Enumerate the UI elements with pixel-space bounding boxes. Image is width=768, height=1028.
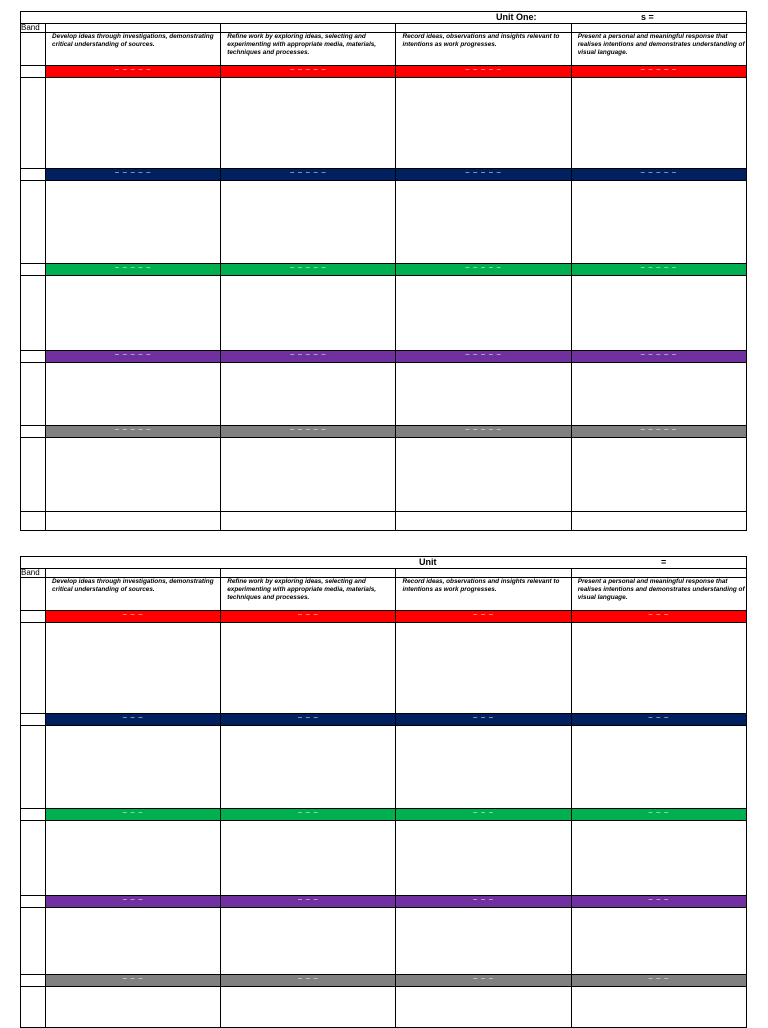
criterion-cell — [221, 33, 396, 66]
assessment-entry-cell[interactable] — [221, 78, 396, 169]
band-strip: – – – — [571, 975, 746, 987]
assessment-entry-cell[interactable] — [46, 726, 221, 809]
band-strip: – – – — [46, 975, 221, 987]
band-strip: – – – — [571, 611, 746, 623]
band-column-cell — [21, 726, 46, 809]
rubric-table-1 — [20, 11, 747, 531]
assessment-entry-cell[interactable] — [396, 276, 571, 351]
assessment-entry-cell[interactable] — [46, 181, 221, 264]
band-column-cell — [21, 908, 46, 975]
assessment-entry-cell[interactable] — [221, 908, 396, 975]
band-strip: – – – – – — [46, 264, 221, 276]
assessment-entry-cell[interactable] — [221, 438, 396, 512]
band-strip: – – – — [221, 896, 396, 908]
rubric-table-2 — [20, 556, 747, 1028]
band-strip: – – – — [571, 714, 746, 726]
band-strip: – – – – – — [396, 426, 571, 438]
assessment-entry-cell[interactable] — [571, 987, 746, 1028]
criterion-text: Develop ideas through investigations, demonstrating critical understanding of sources. — [52, 578, 214, 593]
band-strip: – – – – – — [221, 351, 396, 363]
assessment-entry-cell[interactable] — [46, 363, 221, 426]
assessment-entry-cell[interactable] — [46, 78, 221, 169]
band-strip: – – – – – — [396, 351, 571, 363]
band-cell — [21, 169, 46, 181]
band-column-cell — [21, 438, 46, 512]
band-column-cell — [21, 78, 46, 169]
band-header-cell — [46, 569, 221, 578]
band-strip: – – – — [46, 611, 221, 623]
band-strip: – – – – – — [571, 426, 746, 438]
band-cell — [21, 714, 46, 726]
assessment-entry-cell[interactable] — [46, 623, 221, 714]
footer-cell[interactable] — [46, 512, 221, 531]
unit-title: Unit — [419, 557, 437, 567]
criterion-cell — [396, 578, 571, 611]
band-strip: – – – – – — [571, 264, 746, 276]
assessment-entry-cell[interactable] — [46, 438, 221, 512]
band-strip: – – – — [221, 809, 396, 821]
unit-score: = — [661, 557, 667, 567]
band-strip: – – – — [571, 809, 746, 821]
band-strip: – – – – – — [571, 351, 746, 363]
criterion-text: Refine work by exploring ideas, selecting and experimenting with appropriate media, materials, techniques and processes. — [227, 33, 377, 56]
band-header-cell — [396, 24, 571, 33]
band-strip: – – – — [396, 809, 571, 821]
assessment-entry-cell[interactable] — [221, 363, 396, 426]
band-strip: – – – — [46, 714, 221, 726]
band-strip: – – – — [221, 714, 396, 726]
assessment-entry-cell[interactable] — [221, 181, 396, 264]
band-column-cell — [21, 987, 46, 1028]
criterion-text: Refine work by exploring ideas, selecting and experimenting with appropriate media, materials, techniques and processes. — [227, 578, 377, 601]
footer-cell — [21, 512, 46, 531]
assessment-entry-cell[interactable] — [396, 908, 571, 975]
band-cell — [21, 896, 46, 908]
footer-cell[interactable] — [396, 512, 571, 531]
assessment-entry-cell[interactable] — [396, 726, 571, 809]
criterion-text: Record ideas, observations and insights relevant to intentions as work progresses. — [402, 33, 560, 48]
assessment-entry-cell[interactable] — [46, 908, 221, 975]
band-strip: – – – – – — [46, 351, 221, 363]
assessment-entry-cell[interactable] — [221, 726, 396, 809]
assessment-entry-cell[interactable] — [571, 821, 746, 896]
band-strip: – – – — [221, 611, 396, 623]
assessment-entry-cell[interactable] — [46, 276, 221, 351]
band-strip: – – – – – — [396, 264, 571, 276]
band-cell — [21, 611, 46, 623]
unit-title-bar — [21, 12, 747, 24]
footer-cell[interactable] — [571, 512, 746, 531]
band-strip: – – – – – — [396, 169, 571, 181]
assessment-entry-cell[interactable] — [571, 363, 746, 426]
band-strip: – – – – – — [396, 66, 571, 78]
band-column-cell — [21, 276, 46, 351]
band-cell — [21, 264, 46, 276]
band-strip: – – – – – — [221, 264, 396, 276]
criterion-cell — [46, 578, 221, 611]
band-strip: – – – – – — [46, 169, 221, 181]
criteria-band-cell — [21, 578, 46, 611]
assessment-entry-cell[interactable] — [396, 821, 571, 896]
criterion-text: Record ideas, observations and insights relevant to intentions as work progresses. — [402, 578, 560, 593]
criterion-text: Present a personal and meaningful response that realises intentions and demonstrates understanding of visual language. — [577, 578, 745, 601]
band-column-cell — [21, 181, 46, 264]
assessment-entry-cell[interactable] — [46, 821, 221, 896]
band-header-cell — [571, 24, 746, 33]
assessment-entry-cell[interactable] — [571, 438, 746, 512]
criterion-cell — [571, 33, 746, 66]
assessment-entry-cell[interactable] — [46, 987, 221, 1028]
band-strip: – – – — [46, 809, 221, 821]
assessment-entry-cell[interactable] — [571, 276, 746, 351]
criterion-text: Present a personal and meaningful response that realises intentions and demonstrates understanding of visual language. — [577, 33, 745, 56]
band-column-cell — [21, 821, 46, 896]
band-header-cell — [221, 24, 396, 33]
band-header-cell — [396, 569, 571, 578]
criteria-band-cell — [21, 33, 46, 66]
assessment-entry-cell[interactable] — [396, 78, 571, 169]
band-strip: – – – — [396, 714, 571, 726]
band-label: Band — [21, 24, 46, 33]
band-column-cell — [21, 363, 46, 426]
assessment-entry-cell[interactable] — [221, 276, 396, 351]
assessment-entry-cell[interactable] — [571, 908, 746, 975]
assessment-entry-cell[interactable] — [221, 821, 396, 896]
assessment-entry-cell[interactable] — [396, 987, 571, 1028]
assessment-entry-cell[interactable] — [571, 181, 746, 264]
band-strip: – – – — [221, 975, 396, 987]
band-header-cell — [221, 569, 396, 578]
assessment-entry-cell[interactable] — [221, 987, 396, 1028]
criterion-cell — [396, 33, 571, 66]
band-strip: – – – – – — [221, 66, 396, 78]
assessment-entry-cell[interactable] — [571, 726, 746, 809]
band-column-cell — [21, 623, 46, 714]
criterion-cell — [221, 578, 396, 611]
assessment-entry-cell[interactable] — [396, 181, 571, 264]
band-strip: – – – — [396, 896, 571, 908]
unit-title: Unit One: — [496, 12, 537, 22]
band-strip: – – – — [571, 896, 746, 908]
unit-score: s = — [641, 12, 654, 22]
criterion-cell — [571, 578, 746, 611]
band-strip: – – – — [396, 611, 571, 623]
band-strip: – – – – – — [571, 169, 746, 181]
assessment-entry-cell[interactable] — [396, 363, 571, 426]
band-strip: – – – – – — [46, 66, 221, 78]
band-cell — [21, 426, 46, 438]
assessment-entry-cell[interactable] — [221, 623, 396, 714]
band-cell — [21, 809, 46, 821]
footer-cell[interactable] — [221, 512, 396, 531]
assessment-entry-cell[interactable] — [571, 78, 746, 169]
band-header-cell — [46, 24, 221, 33]
band-cell — [21, 351, 46, 363]
unit-title-bar — [21, 557, 747, 569]
band-strip: – – – – – — [571, 66, 746, 78]
criterion-cell — [46, 33, 221, 66]
assessment-entry-cell[interactable] — [571, 623, 746, 714]
band-strip: – – – – – — [46, 426, 221, 438]
assessment-entry-cell[interactable] — [396, 623, 571, 714]
band-strip: – – – – – — [221, 426, 396, 438]
criterion-text: Develop ideas through investigations, demonstrating critical understanding of sources. — [52, 33, 214, 48]
band-label: Band — [21, 569, 46, 578]
assessment-entry-cell[interactable] — [396, 438, 571, 512]
band-header-cell — [571, 569, 746, 578]
band-cell — [21, 66, 46, 78]
band-strip: – – – — [396, 975, 571, 987]
band-strip: – – – — [46, 896, 221, 908]
band-strip: – – – – – — [221, 169, 396, 181]
band-cell — [21, 975, 46, 987]
